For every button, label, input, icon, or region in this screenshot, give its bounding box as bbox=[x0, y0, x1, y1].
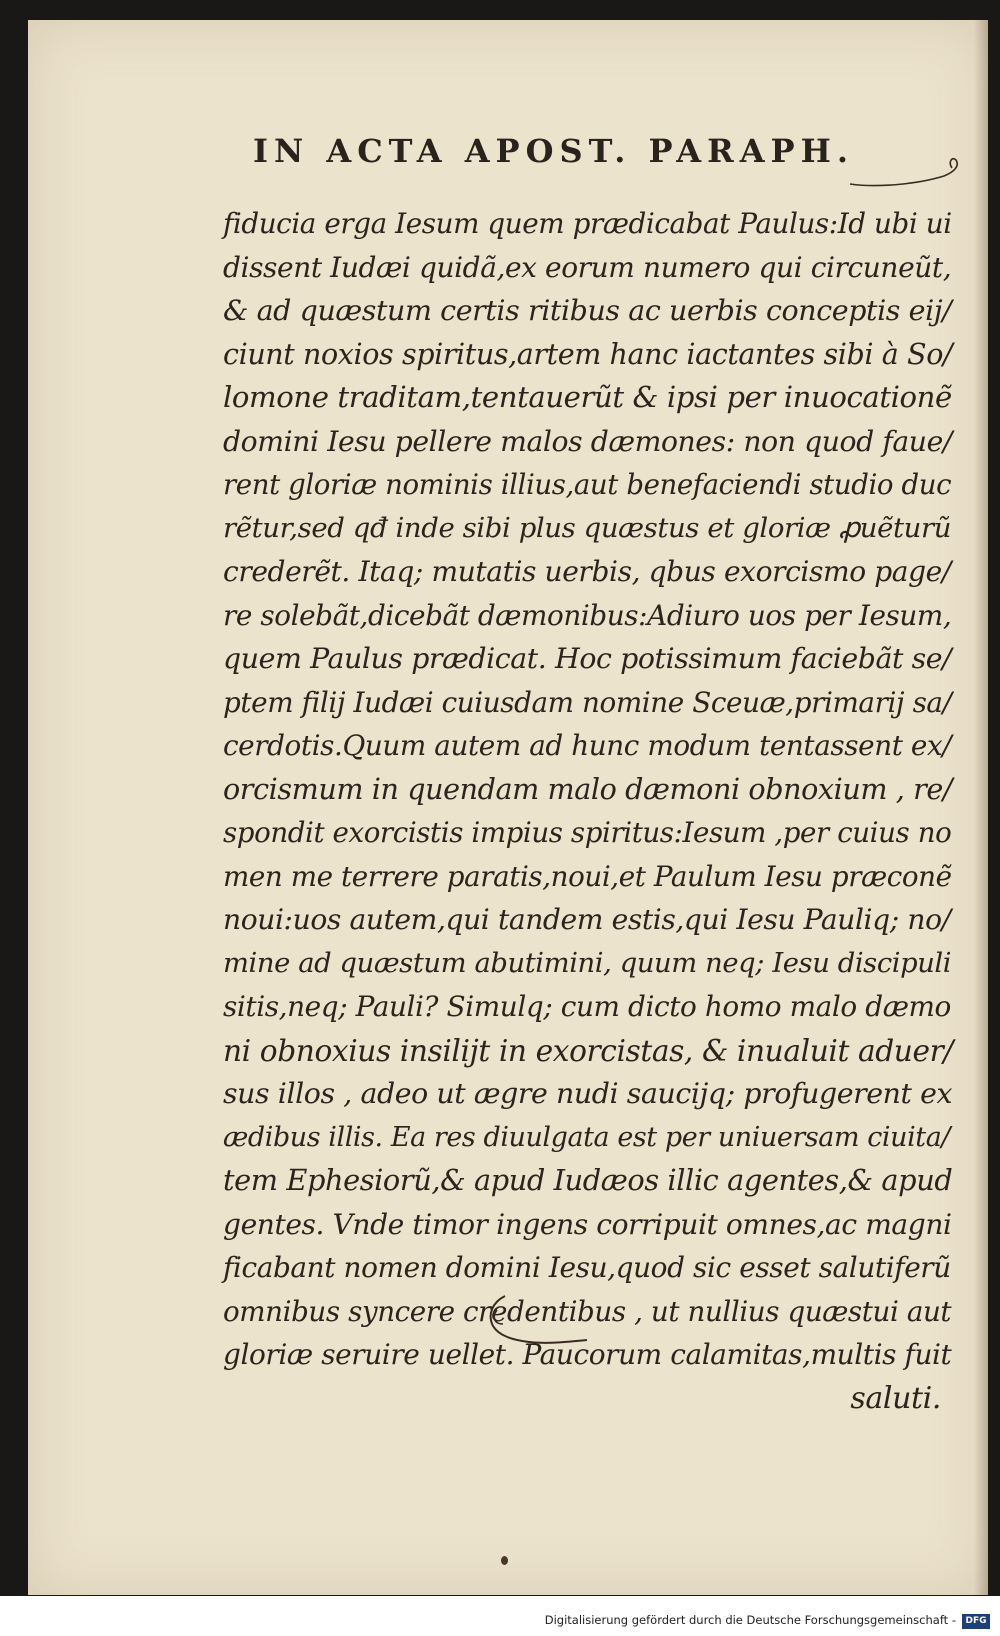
text-line: sitis,neq; Pauli? Simulq; cum dicto homo malo dæmo bbox=[223, 990, 951, 1023]
dfg-logo-icon: DFG bbox=[962, 1614, 990, 1629]
text-line: rent gloriæ nominis illius,aut benefaciendi studio duc bbox=[223, 468, 952, 501]
text-line: mine ad quæstum abutimini, quum neq; Iesu discipuli bbox=[223, 947, 952, 979]
footer-credit: Digitalisierung gefördert durch die Deutsche Forschungsgemeinschaft - bbox=[544, 1613, 956, 1627]
page-edge-shadow bbox=[974, 20, 988, 1595]
text-line: rẽtur,sed qđ inde sibi plus quæstus et gloriæ ꝓuẽturũ bbox=[223, 511, 952, 544]
text-line: domini Iesu pellere malos dæmones: non quod faue/ bbox=[223, 424, 952, 458]
text-line: cerdotis.Quum autem ad hunc modum tentassent ex/ bbox=[223, 729, 952, 762]
text-line: saluti. bbox=[850, 1380, 941, 1416]
text-line: ptem filij Iudæi cuiusdam nomine Sceuæ,primarij sa/ bbox=[223, 685, 952, 719]
text-line: spondit exorcistis impius spiritus:Iesum ,per cuius no bbox=[223, 816, 952, 849]
text-line: & ad quæstum certis ritibus ac uerbis conceptis eij/ bbox=[223, 294, 952, 327]
paraphrase-text-block bbox=[223, 202, 953, 1420]
text-line: gentes. Vnde timor ingens corripuit omnes,ac magni bbox=[223, 1207, 952, 1241]
running-head: IN ACTA APOST. PARAPH. bbox=[253, 132, 854, 170]
text-line: re solebãt,dicebãt dæmonibus:Adiuro uos per Iesum, bbox=[223, 598, 952, 632]
ink-bracket-mark-icon bbox=[483, 1290, 593, 1360]
text-line: ficabant nomen domini Iesu,quod sic esset salutiferũ bbox=[223, 1251, 951, 1284]
ink-speck bbox=[501, 1556, 508, 1565]
text-line: ædibus illis. Ea res diuulgata est per uniuersam ciuita/ bbox=[223, 1121, 951, 1153]
text-line: ciunt noxios spiritus,artem hanc iactantes sibi à So/ bbox=[223, 336, 953, 371]
text-line: crederẽt. Itaq; mutatis uerbis, qbus exorcismo page/ bbox=[223, 555, 951, 588]
digitization-footer bbox=[0, 1596, 1000, 1636]
text-line: quem Paulus prædicat. Hoc potissimum faciebãt se/ bbox=[223, 642, 952, 675]
book-page bbox=[28, 20, 988, 1595]
text-line: orcismum in quendam malo dæmoni obnoxium , re/ bbox=[223, 771, 953, 806]
text-line: men me terrere paratis,noui,et Paulum Iesu præconẽ bbox=[223, 859, 952, 893]
text-line: sus illos , adeo ut ægre nudi saucijq; profugerent ex bbox=[223, 1077, 953, 1110]
text-line: omnibus syncere credentibus , ut nullius quæstui aut bbox=[223, 1294, 952, 1328]
text-line: noui:uos autem,qui tandem estis,qui Iesu Pauliq; no/ bbox=[223, 903, 951, 936]
text-line: ni obnoxius insilijt in exorcistas, & inualuit aduer/ bbox=[223, 1032, 953, 1068]
text-line: dissent Iudæi quidã,ex eorum numero qui circuneũt, bbox=[223, 250, 952, 284]
pen-flourish-icon bbox=[848, 150, 968, 200]
text-line: fiducia erga Iesum quem prædicabat Paulus:Id ubi ui bbox=[223, 207, 952, 240]
text-line: lomone traditam,tentauerũt & ipsi per inuocationẽ bbox=[223, 380, 952, 414]
text-line: tem Ephesiorũ,& apud Iudæos illic agentes,& apud bbox=[223, 1163, 953, 1197]
text-line: gloriæ seruire uellet. Paucorum calamitas,multis fuit bbox=[223, 1338, 952, 1371]
